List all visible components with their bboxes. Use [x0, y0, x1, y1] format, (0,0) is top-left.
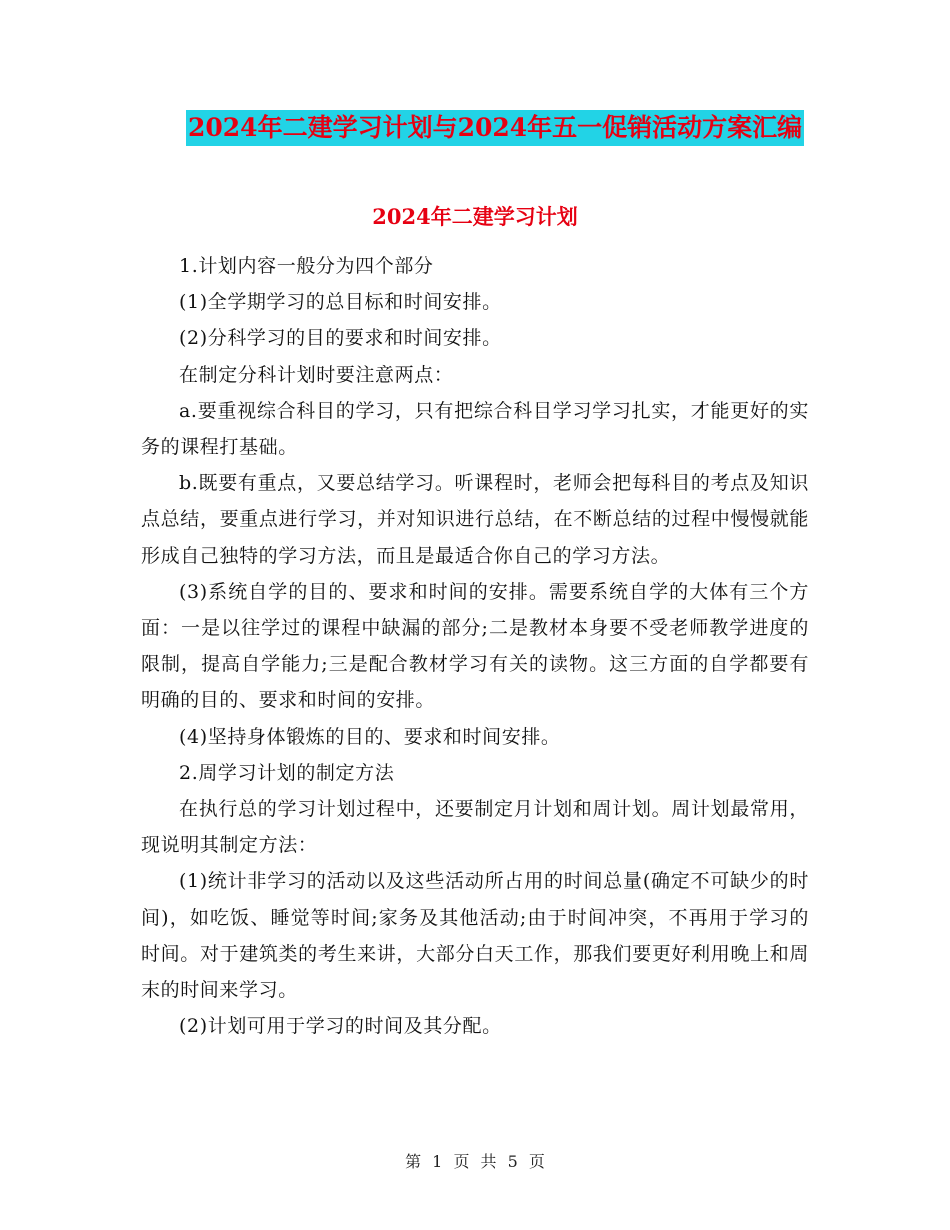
paragraph: (2)计划可用于学习的时间及其分配。: [179, 1015, 502, 1038]
paragraph: 在执行总的学习计划过程中，还要制定月计划和周计划。周计划最常用，现说明其制定方法：: [141, 798, 809, 857]
paragraph: 在制定分科计划时要注意两点：: [179, 363, 454, 386]
document-title: 2024年二建学习计划与2024年五一促销活动方案汇编: [186, 110, 804, 146]
paragraph: 1.计划内容一般分为四个部分: [179, 255, 434, 277]
paragraph: (4)坚持身体锻炼的目的、要求和时间安排。: [179, 725, 561, 748]
paragraph: a.要重视综合科目的学习，只有把综合科目学习学习扎实，才能更好的实务的课程打基础。: [141, 399, 809, 459]
paragraph: (1)统计非学习的活动以及这些活动所占用的时间总量(确定不可缺少的时间)，如吃饭、睡觉等时间;家务及其他活动;由于时间冲突，不再用于学习的时间。对于建筑类的考生来讲，大部分白天工作，那我们要更好利用晚上和周末的时间来学习。: [141, 870, 809, 1002]
paragraph: b.既要有重点，又要总结学习。听课程时，老师会把每科目的考点及知识点总结，要重点进行学习，并对知识进行总结，在不断总结的过程中慢慢就能形成自己独特的学习方法，而且是最适合你自己的学习方法。: [141, 472, 809, 567]
paragraph: 2.周学习计划的制定方法: [179, 761, 395, 784]
body-text: [141, 248, 809, 1044]
page-footer: 第 1 页 共 5 页: [405, 1152, 545, 1171]
paragraph: (2)分科学习的目的要求和时间安排。: [179, 327, 502, 350]
paragraph: (3)系统自学的目的、要求和时间的安排。需要系统自学的大体有三个方面：一是以往学过的课程中缺漏的部分;二是教材本身要不受老师教学进度的限制，提高自学能力;三是配合教材学习有关的读物。这三方面的自学都要有明确的目的、要求和时间的安排。: [141, 580, 809, 712]
paragraph: (1)全学期学习的总目标和时间安排。: [179, 291, 502, 314]
section-title: 2024年二建学习计划: [372, 204, 578, 229]
